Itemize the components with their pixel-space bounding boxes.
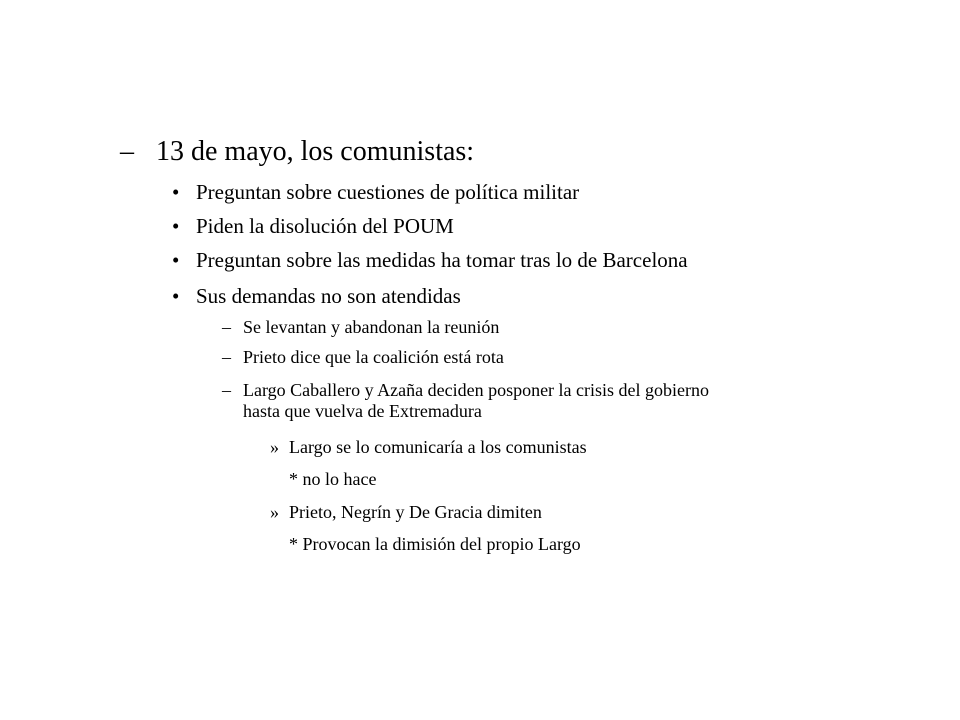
bullet-marker: • bbox=[172, 180, 180, 204]
bullet-text: Piden la disolución del POUM bbox=[196, 214, 454, 238]
bullet-marker: • bbox=[172, 248, 180, 272]
heading-text: 13 de mayo, los comunistas: bbox=[156, 136, 475, 167]
chevron-marker: » bbox=[270, 437, 279, 457]
level4-text: Prieto, Negrín y De Gracia dimiten bbox=[289, 502, 542, 522]
dash-marker: – bbox=[222, 380, 231, 400]
dash-marker: – bbox=[120, 136, 134, 167]
subitem-text: Se levantan y abandonan la reunión bbox=[243, 317, 500, 337]
bullet-text: Preguntan sobre cuestiones de política militar bbox=[196, 180, 580, 204]
bullet-marker: • bbox=[172, 214, 180, 238]
bullet-text: Sus demandas no son atendidas bbox=[196, 284, 461, 308]
dash-marker: – bbox=[222, 317, 231, 337]
level4-text: Largo se lo comunicaría a los comunistas bbox=[289, 437, 587, 457]
bullet-marker: • bbox=[172, 284, 180, 308]
subitem-text: hasta que vuelva de Extremadura bbox=[243, 401, 482, 421]
subitem-continuation bbox=[243, 401, 482, 422]
level4-text: * Provocan la dimisión del propio Largo bbox=[289, 534, 581, 554]
dash-marker: – bbox=[222, 347, 231, 367]
level4-text: * no lo hace bbox=[289, 469, 377, 489]
subitem-text: Prieto dice que la coalición está rota bbox=[243, 347, 504, 367]
bullet-text: Preguntan sobre las medidas ha tomar tras lo de Barcelona bbox=[196, 248, 688, 272]
chevron-marker: » bbox=[270, 502, 279, 522]
subitem-text: Largo Caballero y Azaña deciden posponer la crisis del gobierno bbox=[243, 380, 710, 400]
